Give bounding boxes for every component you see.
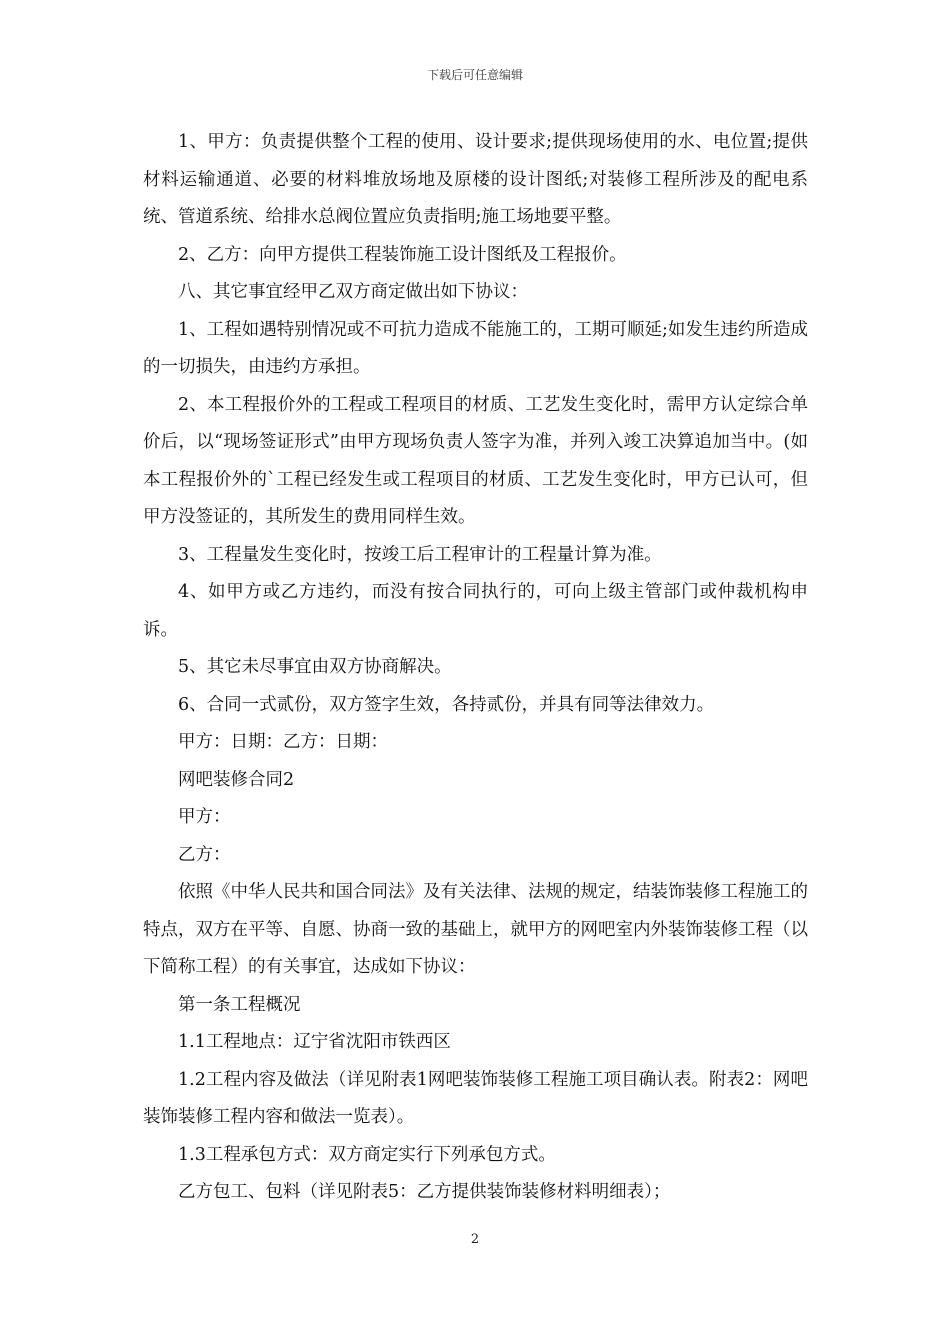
page-header: 下载后可任意编辑 xyxy=(426,68,523,82)
paragraph: 1、甲方：负责提供整个工程的使用、设计要求;提供现场使用的水、电位置;提供材料运输通道、必要的材料堆放场地及原楼的设计图纸;对装修工程所涉及的配电系统、管道系统、给排水总阀位置应负责指明;施工场地要平整。 xyxy=(143,132,808,227)
section-heading: 八、其它事宜经甲乙双方商定做出如下协议： xyxy=(178,282,528,302)
paragraph: 1.1工程地点：辽宁省沈阳市铁西区 xyxy=(178,1032,451,1052)
paragraph: 1.3工程承包方式：双方商定实行下列承包方式。 xyxy=(178,1144,556,1165)
section-heading: 第一条工程概况 xyxy=(178,994,301,1015)
paragraph: 3、工程量发生变化时，按竣工后工程审计的工程量计算为准。 xyxy=(178,544,662,565)
contract-title: 网吧装修合同2 xyxy=(178,769,295,790)
paragraph: 5、其它未尽事宜由双方协商解决。 xyxy=(178,657,452,677)
paragraph: 2、本工程报价外的工程或工程项目的材质、工艺发生变化时，需甲方认定综合单价后，以“现场签证形式”由甲方现场负责人签字为准，并列入竣工决算追加当中。(如本工程报价外的`工程已经发生或工程项目的材质、工艺发生变化时，甲方已认可，但甲方没签证的，其所发生的费用同样生效。 xyxy=(143,394,808,527)
paragraph: 1.2工程内容及做法（详见附表1网吧装饰装修工程施工项目确认表。附表2：网吧装饰装修工程内容和做法一览表）。 xyxy=(143,1069,808,1127)
paragraph: 6、合同一式贰份，双方签字生效，各持贰份，并具有同等法律效力。 xyxy=(178,694,715,715)
paragraph: 1、工程如遇特别情况或不可抗力造成不能施工的，工期可顺延;如发生违约所造成的一切损失，由违约方承担。 xyxy=(143,319,808,377)
paragraph: 2、乙方：向甲方提供工程装饰施工设计图纸及工程报价。 xyxy=(178,244,627,265)
page-number: 2 xyxy=(470,1232,480,1247)
paragraph: 依照《中华人民共和国合同法》及有关法律、法规的规定，结装饰装修工程施工的特点，双方在平等、自愿、协商一致的基础上，就甲方的网吧室内外装饰装修工程（以下简称工程）的有关事宜，达成如下协议： xyxy=(143,882,808,977)
party-b-label: 乙方： xyxy=(178,844,231,865)
paragraph: 4、如甲方或乙方违约，而没有按合同执行的，可向上级主管部门或仲裁机构申诉。 xyxy=(143,582,808,640)
paragraph: 乙方包工、包料（详见附表5：乙方提供装饰装修材料明细表）； xyxy=(178,1182,671,1202)
party-a-label: 甲方： xyxy=(178,807,231,827)
signature-line: 甲方：日期：乙方：日期： xyxy=(178,732,388,752)
document-body xyxy=(143,124,808,1212)
